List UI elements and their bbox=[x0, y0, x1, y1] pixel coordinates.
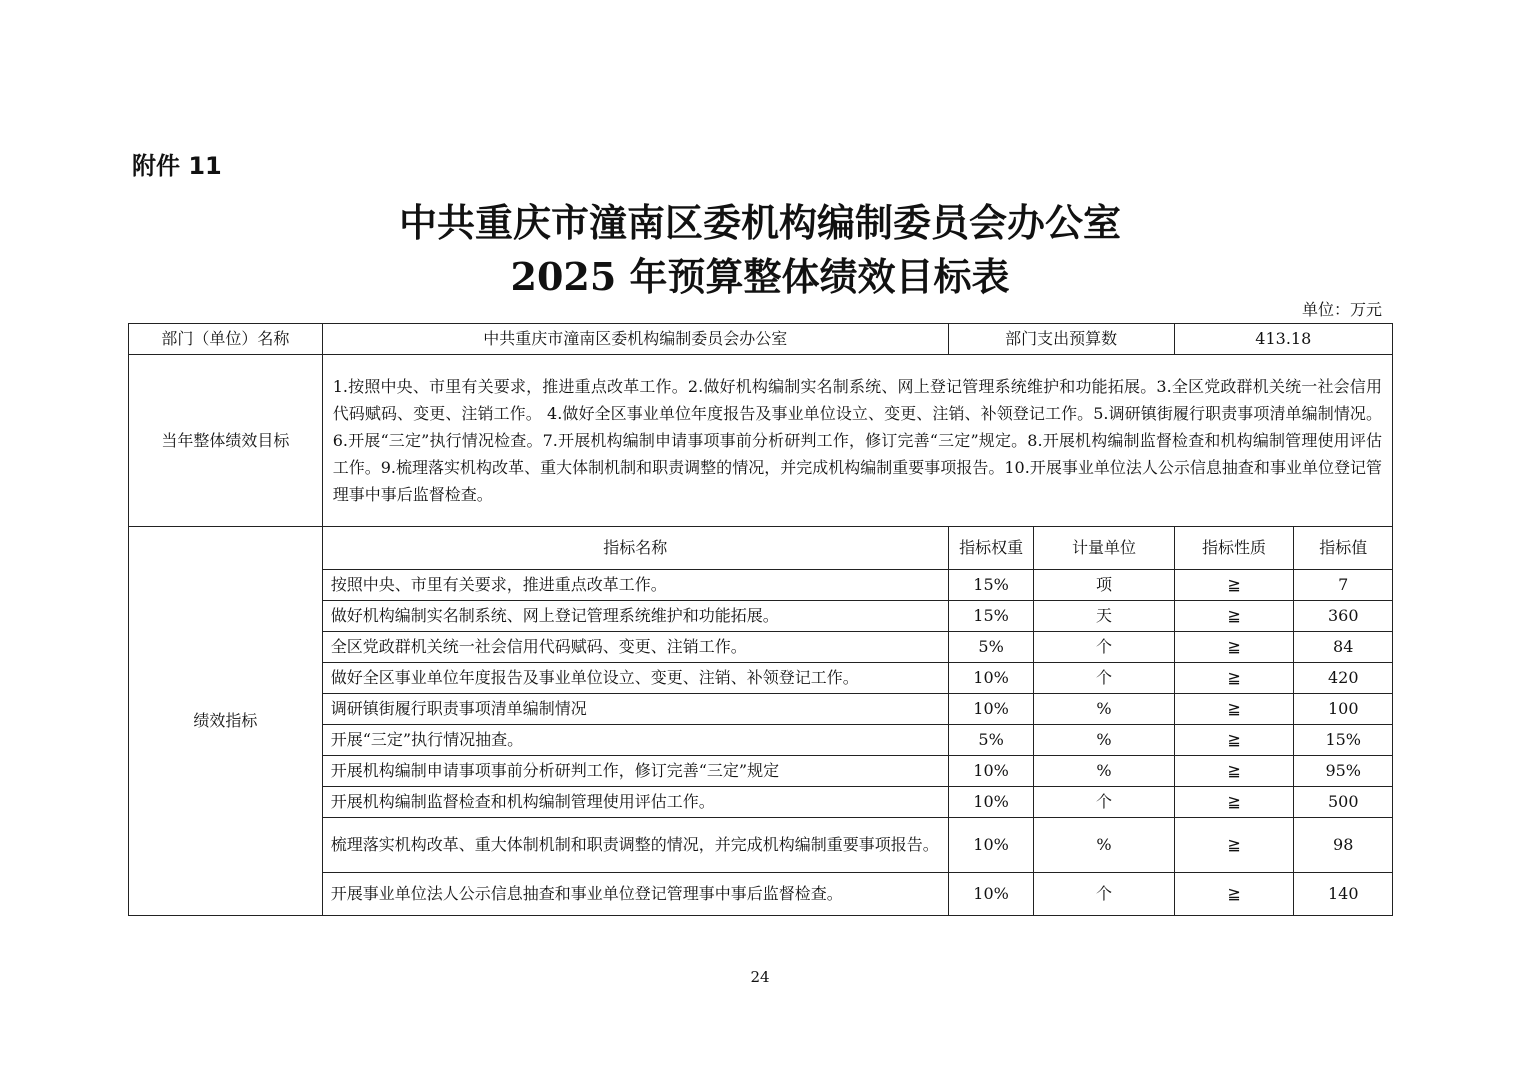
indicator-unit: 个 bbox=[1034, 787, 1174, 818]
dept-name-value: 中共重庆市潼南区委机构编制委员会办公室 bbox=[322, 324, 948, 355]
indicator-unit: 个 bbox=[1034, 663, 1174, 694]
indicator-value: 500 bbox=[1294, 787, 1393, 818]
page-title-line1: 中共重庆市潼南区委机构编制委员会办公室 bbox=[398, 200, 1121, 245]
indicator-nature: ≧ bbox=[1174, 725, 1294, 756]
indicator-name: 开展事业单位法人公示信息抽查和事业单位登记管理事中事后监督检查。 bbox=[322, 873, 948, 916]
indicators-label: 绩效指标 bbox=[129, 527, 323, 916]
goal-text: 1.按照中央、市里有关要求，推进重点改革工作。2.做好机构编制实名制系统、网上登记管理系统维护和功能拓展。3.全区党政群机关统一社会信用代码赋码、变更、注销工作。 4.做好全区事业单位年度报告及事业单位设立、变更、注销、补领登记工作。5.调研镇街履行职责事项清单编制情况。6.开展“三定”执行情况检查。7.开展机构编制申请事项事前分析研判工作，修订完善“三定”规定。8.开展机构编制监督检查和机构编制管理使用评估工作。9.梳理落实机构改革、重大体制机制和职责调整的情况，并完成机构编制重要事项报告。10.开展事业单位法人公示信息抽查和事业单位登记管理事中事后监督检查。 bbox=[322, 355, 1392, 527]
indicator-weight: 10% bbox=[948, 756, 1034, 787]
col-header-unit: 计量单位 bbox=[1034, 527, 1174, 570]
indicator-weight: 10% bbox=[948, 663, 1034, 694]
indicator-weight: 10% bbox=[948, 873, 1034, 916]
indicator-nature: ≧ bbox=[1174, 873, 1294, 916]
indicator-name: 开展机构编制监督检查和机构编制管理使用评估工作。 bbox=[322, 787, 948, 818]
goal-row bbox=[129, 355, 1393, 527]
page-title-line2: 2025 年预算整体绩效目标表 bbox=[510, 254, 1010, 299]
goal-label: 当年整体绩效目标 bbox=[129, 355, 323, 527]
indicator-value: 7 bbox=[1294, 570, 1393, 601]
performance-table bbox=[128, 323, 1393, 916]
indicator-name: 梳理落实机构改革、重大体制机制和职责调整的情况，并完成机构编制重要事项报告。 bbox=[322, 818, 948, 873]
indicator-value: 15% bbox=[1294, 725, 1393, 756]
indicator-unit: % bbox=[1034, 694, 1174, 725]
indicator-name: 开展“三定”执行情况抽查。 bbox=[322, 725, 948, 756]
indicator-nature: ≧ bbox=[1174, 601, 1294, 632]
indicator-weight: 10% bbox=[948, 818, 1034, 873]
indicator-unit: % bbox=[1034, 725, 1174, 756]
indicator-weight: 5% bbox=[948, 632, 1034, 663]
indicator-name: 按照中央、市里有关要求，推进重点改革工作。 bbox=[322, 570, 948, 601]
indicator-nature: ≧ bbox=[1174, 787, 1294, 818]
indicator-value: 360 bbox=[1294, 601, 1393, 632]
indicator-unit: 个 bbox=[1034, 873, 1174, 916]
attachment-label: 附件 11 bbox=[132, 152, 222, 180]
indicator-header-row bbox=[129, 527, 1393, 570]
header-row bbox=[129, 324, 1393, 355]
indicator-value: 84 bbox=[1294, 632, 1393, 663]
dept-name-label: 部门（单位）名称 bbox=[129, 324, 323, 355]
col-header-name: 指标名称 bbox=[322, 527, 948, 570]
indicator-weight: 15% bbox=[948, 570, 1034, 601]
indicator-value: 420 bbox=[1294, 663, 1393, 694]
indicator-weight: 10% bbox=[948, 694, 1034, 725]
indicator-weight: 10% bbox=[948, 787, 1034, 818]
indicator-nature: ≧ bbox=[1174, 818, 1294, 873]
indicator-nature: ≧ bbox=[1174, 632, 1294, 663]
indicator-unit: % bbox=[1034, 818, 1174, 873]
indicator-value: 140 bbox=[1294, 873, 1393, 916]
col-header-value: 指标值 bbox=[1294, 527, 1393, 570]
indicator-unit: 天 bbox=[1034, 601, 1174, 632]
page-number: 24 bbox=[750, 968, 770, 986]
indicator-name: 做好机构编制实名制系统、网上登记管理系统维护和功能拓展。 bbox=[322, 601, 948, 632]
indicator-value: 98 bbox=[1294, 818, 1393, 873]
unit-label: 单位：万元 bbox=[1301, 300, 1382, 319]
indicator-nature: ≧ bbox=[1174, 570, 1294, 601]
indicator-unit: % bbox=[1034, 756, 1174, 787]
indicator-weight: 15% bbox=[948, 601, 1034, 632]
indicator-name: 调研镇街履行职责事项清单编制情况 bbox=[322, 694, 948, 725]
indicator-nature: ≧ bbox=[1174, 694, 1294, 725]
indicator-value: 95% bbox=[1294, 756, 1393, 787]
indicator-unit: 个 bbox=[1034, 632, 1174, 663]
indicator-value: 100 bbox=[1294, 694, 1393, 725]
budget-label: 部门支出预算数 bbox=[948, 324, 1174, 355]
indicator-name: 做好全区事业单位年度报告及事业单位设立、变更、注销、补领登记工作。 bbox=[322, 663, 948, 694]
budget-value: 413.18 bbox=[1174, 324, 1392, 355]
indicator-unit: 项 bbox=[1034, 570, 1174, 601]
indicator-nature: ≧ bbox=[1174, 663, 1294, 694]
indicator-nature: ≧ bbox=[1174, 756, 1294, 787]
indicator-name: 开展机构编制申请事项事前分析研判工作，修订完善“三定”规定 bbox=[322, 756, 948, 787]
col-header-weight: 指标权重 bbox=[948, 527, 1034, 570]
col-header-nature: 指标性质 bbox=[1174, 527, 1294, 570]
indicator-weight: 5% bbox=[948, 725, 1034, 756]
indicator-name: 全区党政群机关统一社会信用代码赋码、变更、注销工作。 bbox=[322, 632, 948, 663]
